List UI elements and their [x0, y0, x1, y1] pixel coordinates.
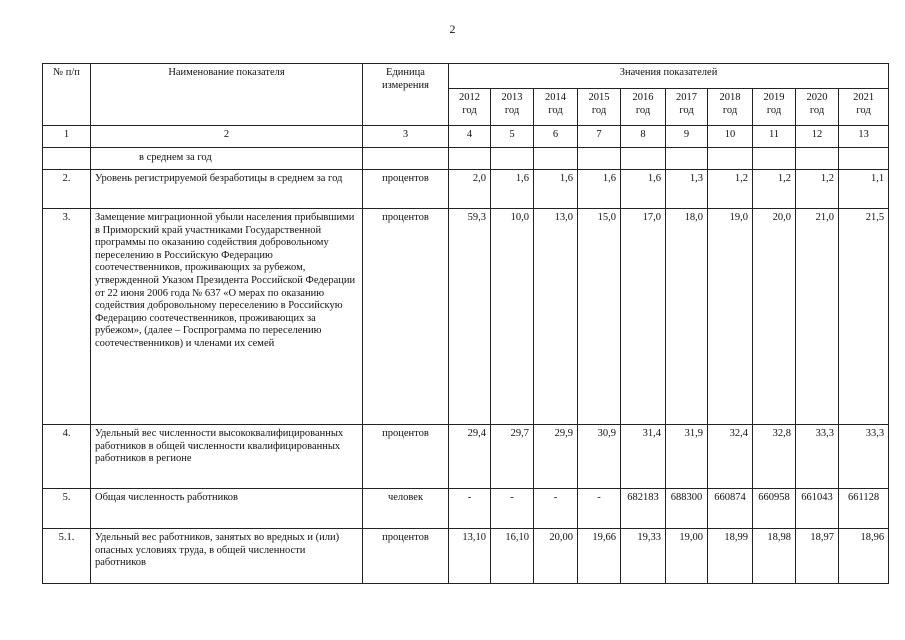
row-number — [43, 148, 91, 170]
value-cell — [753, 148, 796, 170]
row-unit: процентов — [363, 529, 449, 584]
value-cell — [621, 148, 666, 170]
value-cell: 30,9 — [578, 425, 621, 489]
value-cell — [578, 148, 621, 170]
value-cell: 1,6 — [491, 170, 534, 209]
year-cell: 2019 год — [753, 89, 796, 126]
value-cell: 29,7 — [491, 425, 534, 489]
row-unit: процентов — [363, 170, 449, 209]
column-number: 12 — [796, 126, 839, 148]
value-cell — [449, 148, 491, 170]
value-cell: - — [534, 489, 578, 529]
value-cell: 21,5 — [839, 209, 889, 425]
column-number: 10 — [708, 126, 753, 148]
value-cell: 18,98 — [753, 529, 796, 584]
row-number: 2. — [43, 170, 91, 209]
value-cell: 20,0 — [753, 209, 796, 425]
value-cell: 21,0 — [796, 209, 839, 425]
value-cell: 1,1 — [839, 170, 889, 209]
column-number: 2 — [91, 126, 363, 148]
value-cell: - — [578, 489, 621, 529]
value-cell: 15,0 — [578, 209, 621, 425]
column-number: 13 — [839, 126, 889, 148]
year-cell: 2015 год — [578, 89, 621, 126]
row-unit: процентов — [363, 425, 449, 489]
value-cell: 1,2 — [753, 170, 796, 209]
row-name: Удельный вес работников, занятых во вредных и (или) опасных условиях труда, в общей численности работников — [91, 529, 363, 584]
row-number: 3. — [43, 209, 91, 425]
value-cell: 1,6 — [578, 170, 621, 209]
page-number: 2 — [449, 22, 456, 36]
value-cell: 661043 — [796, 489, 839, 529]
value-cell: 31,4 — [621, 425, 666, 489]
year-cell: 2017 год — [666, 89, 708, 126]
value-cell — [491, 148, 534, 170]
header-values: Значения показателей — [449, 64, 889, 89]
value-cell: 19,33 — [621, 529, 666, 584]
header-row-1 — [43, 64, 889, 89]
year-cell: 2014 год — [534, 89, 578, 126]
value-cell: 29,9 — [534, 425, 578, 489]
value-cell: 1,2 — [708, 170, 753, 209]
indicators-table — [42, 63, 889, 584]
value-cell: 682183 — [621, 489, 666, 529]
row-name: Уровень регистрируемой безработицы в среднем за год — [91, 170, 363, 209]
header-name: Наименование показателя — [91, 64, 363, 126]
value-cell: 1,6 — [534, 170, 578, 209]
year-cell: 2020 год — [796, 89, 839, 126]
row-number: 5. — [43, 489, 91, 529]
row-name: Общая численность работников — [91, 489, 363, 529]
value-cell: 18,97 — [796, 529, 839, 584]
value-cell: 33,3 — [796, 425, 839, 489]
value-cell: 29,4 — [449, 425, 491, 489]
column-numbers-row — [43, 126, 889, 148]
value-cell: 18,0 — [666, 209, 708, 425]
column-number: 6 — [534, 126, 578, 148]
year-cell: 2018 год — [708, 89, 753, 126]
value-cell — [534, 148, 578, 170]
year-cell: 2012 год — [449, 89, 491, 126]
row-name: Удельный вес численности высококвалифицированных работников в общей численности квалифицированных работников в регионе — [91, 425, 363, 489]
value-cell — [839, 148, 889, 170]
value-cell: 1,3 — [666, 170, 708, 209]
year-cell: 2021 год — [839, 89, 889, 126]
row-number: 4. — [43, 425, 91, 489]
row-name: Замещение миграционной убыли населения прибывшими в Приморский край участниками Государственной программы по оказанию содействия добровольному переселению в Российскую Федерацию соотечественников, проживающих за рубежом, утвержденной Указом Президента Российской Федерации от 22 июня 2006 года № 637 «О мерах по оказанию содействия добровольному переселению в Российскую Федерацию соотечественников, проживающих за рубежом», (далее – Госпрограмма по переселению соотечественников) и членами их семей — [91, 209, 363, 425]
table-row — [43, 209, 889, 425]
value-cell: 17,0 — [621, 209, 666, 425]
value-cell: 688300 — [666, 489, 708, 529]
value-cell — [708, 148, 753, 170]
value-cell: 16,10 — [491, 529, 534, 584]
row-unit: процентов — [363, 209, 449, 425]
value-cell: 660958 — [753, 489, 796, 529]
table-row — [43, 489, 889, 529]
value-cell: 10,0 — [491, 209, 534, 425]
header-unit: Единица измерения — [363, 64, 449, 126]
value-cell: 19,66 — [578, 529, 621, 584]
value-cell: 32,4 — [708, 425, 753, 489]
year-cell: 2013 год — [491, 89, 534, 126]
value-cell: 20,00 — [534, 529, 578, 584]
table-row — [43, 148, 889, 170]
value-cell: 18,96 — [839, 529, 889, 584]
value-cell: 33,3 — [839, 425, 889, 489]
column-number: 4 — [449, 126, 491, 148]
value-cell: 13,0 — [534, 209, 578, 425]
value-cell: 59,3 — [449, 209, 491, 425]
column-number: 1 — [43, 126, 91, 148]
value-cell: 1,6 — [621, 170, 666, 209]
row-number: 5.1. — [43, 529, 91, 584]
value-cell: 19,00 — [666, 529, 708, 584]
value-cell: 18,99 — [708, 529, 753, 584]
value-cell — [666, 148, 708, 170]
table-row — [43, 425, 889, 489]
value-cell: 13,10 — [449, 529, 491, 584]
column-number: 3 — [363, 126, 449, 148]
header-no: № п/п — [43, 64, 91, 126]
row-unit — [363, 148, 449, 170]
value-cell: 661128 — [839, 489, 889, 529]
column-number: 8 — [621, 126, 666, 148]
row-name: в среднем за год — [91, 148, 363, 170]
table-row — [43, 170, 889, 209]
value-cell: - — [449, 489, 491, 529]
column-number: 5 — [491, 126, 534, 148]
value-cell: - — [491, 489, 534, 529]
value-cell: 31,9 — [666, 425, 708, 489]
value-cell — [796, 148, 839, 170]
table-row — [43, 529, 889, 584]
value-cell: 2,0 — [449, 170, 491, 209]
row-unit: человек — [363, 489, 449, 529]
value-cell: 32,8 — [753, 425, 796, 489]
column-number: 7 — [578, 126, 621, 148]
value-cell: 1,2 — [796, 170, 839, 209]
value-cell: 660874 — [708, 489, 753, 529]
value-cell: 19,0 — [708, 209, 753, 425]
column-number: 11 — [753, 126, 796, 148]
year-cell: 2016 год — [621, 89, 666, 126]
column-number: 9 — [666, 126, 708, 148]
